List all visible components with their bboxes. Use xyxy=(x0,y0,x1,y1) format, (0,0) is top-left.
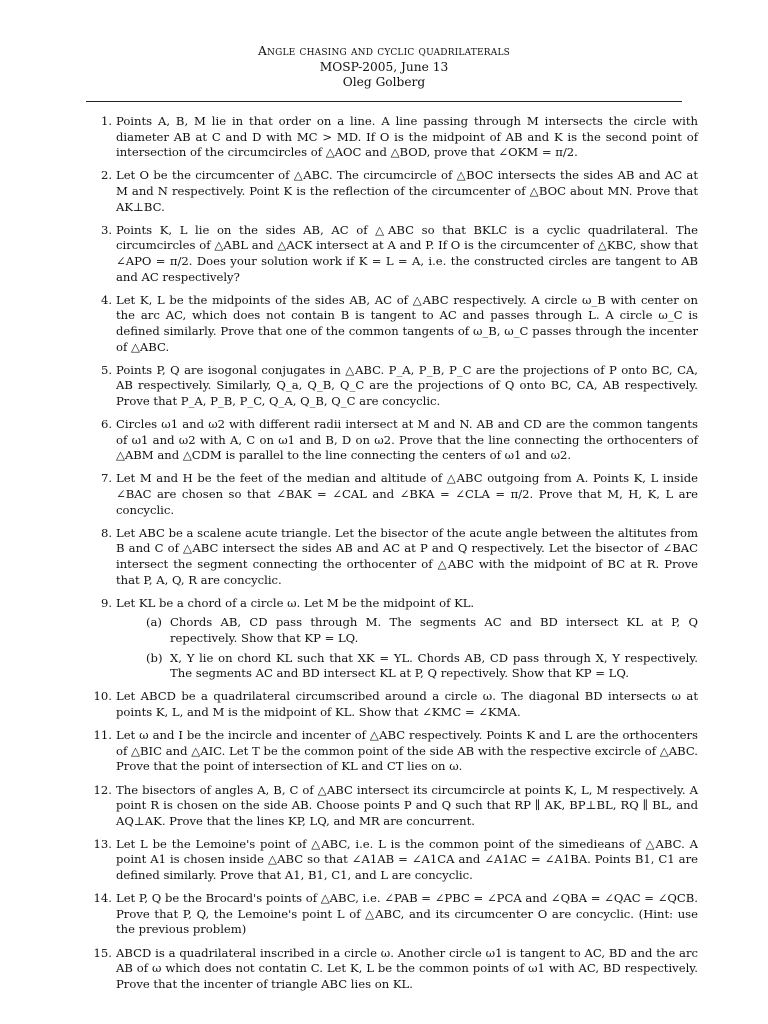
problem-text: Points A, B, M lie in that order on a line. A line passing through M intersects the circle with diameter AB at C and D with MC > MD. If O is the midpoint of AB and K is the second point of intersection of the circumcircles of △AOC and △BOD, prove that ∠OKM = π/2. xyxy=(116,114,698,160)
problem-item xyxy=(86,837,698,884)
problem-part xyxy=(146,615,698,646)
problem-item xyxy=(86,891,698,938)
author-line: Oleg Golberg xyxy=(342,75,426,89)
problem-number: 9. xyxy=(100,595,112,610)
problem-text: ABCD is a quadrilateral inscribed in a circle ω. Another circle ω1 is tangent to AC, BD and the arc AB of ω which does not contatin C. Let K, L be the common points of ω1 with AC, BD respectively. Prove that the incenter of triangle ABC lies on KL. xyxy=(116,945,698,991)
problem-number: 14. xyxy=(93,891,112,906)
problem-number: 10. xyxy=(93,689,112,704)
problem-text: Let O be the circumcenter of △ABC. The circumcircle of △BOC intersects the sides AB and AC at M and N respectively. Point K is the reflection of the circumcenter of △BOC about MN. Prove that AK⊥BC. xyxy=(116,168,698,214)
problem-item xyxy=(86,526,698,588)
problem-text: Let KL be a chord of a circle ω. Let M be the midpoint of KL. xyxy=(116,595,475,610)
problem-text: Circles ω1 and ω2 with different radii intersect at M and N. AB and CD are the common tangents of ω1 and ω2 with A, C on ω1 and B, D on ω2. Prove that the line connecting the orthocenters of △ABM and △CDM is parallel to the line connecting the centers of ω1 and ω2. xyxy=(116,417,698,463)
problem-item xyxy=(86,783,698,830)
problem-text: Let ABC be a scalene acute triangle. Let the bisector of the acute angle between the altitutes from B and C of △ABC intersect the sides AB and AC at P and Q respectively. Let the bisector of ∠BAC intersect the segment connecting the orthocenter of △ABC with the midpoint of BC at R. Prove that P, A, Q, R are concyclic. xyxy=(116,525,698,587)
part-label: (a) xyxy=(146,615,162,630)
problem-number: 11. xyxy=(93,728,112,743)
problem-body xyxy=(116,596,698,682)
part-label: (b) xyxy=(146,650,163,665)
problem-item xyxy=(86,417,698,464)
problem-number: 7. xyxy=(100,471,112,486)
document-title: Angle chasing and cyclic quadrilaterals xyxy=(258,44,510,58)
problem-item xyxy=(86,728,698,775)
problem-item xyxy=(86,596,698,682)
problem-item xyxy=(86,114,698,161)
problem-item xyxy=(86,471,698,518)
problem-number: 3. xyxy=(100,222,112,237)
problem-number: 2. xyxy=(100,168,112,183)
problem-item xyxy=(86,946,698,993)
problem-text: Points K, L lie on the sides AB, AC of △ABC so that BKLC is a cyclic quadrilateral. The circumcircles of △ABL and △ACK intersect at A and P. If O is the circumcenter of △KBC, show that ∠APO = π/2. Does your solution work if K = L = A, i.e. the constructed circles are tangent to AB and AC respectively? xyxy=(116,222,698,284)
problem-number: 1. xyxy=(100,114,112,128)
problem-part xyxy=(146,651,698,682)
document-header xyxy=(86,44,682,91)
problem-number: 15. xyxy=(93,945,112,960)
problem-number: 13. xyxy=(93,836,112,851)
part-text: X, Y lie on chord KL such that XK = YL. Chords AB, CD pass through X, Y respectively. The segments AC and BD intersect KL at P, Q repectively. Show that KP = LQ. xyxy=(170,650,698,681)
problem-text: Let ω and I be the incircle and incenter of △ABC respectively. Points K and L are the orthocenters of △BIC and △AIC. Let T be the common point of the side AB with the respective excircle of △ABC. Prove that the point of intersection of KL and CT lies on ω. xyxy=(116,728,698,774)
problem-item xyxy=(86,363,698,410)
problem-number: 5. xyxy=(100,362,112,377)
event-line: MOSP-2005, June 13 xyxy=(319,59,449,74)
problem-text: Points P, Q are isogonal conjugates in △ABC. P_A, P_B, P_C are the projections of P onto BC, CA, AB respectively. Similarly, Q_a, Q_B, Q_C are the projections of Q onto BC, CA, AB respectively. Prove that P_A, P_B, P_C, Q_A, Q_B, Q_C are concyclic. xyxy=(116,362,698,408)
problem-text: Let M and H be the feet of the median and altitude of △ABC outgoing from A. Points K, L inside ∠BAC are chosen so that ∠BAK = ∠CAL and ∠BKA = ∠CLA = π/2. Prove that M, H, K, L are concyclic. xyxy=(116,471,698,517)
problem-list xyxy=(86,114,698,1000)
problem-item xyxy=(86,168,698,215)
problem-text: The bisectors of angles A, B, C of △ABC intersect its circumcircle at points K, L, M respectively. A point R is chosen on the side AB. Choose points P and Q such that RP ∥ AK, BP⊥BL, RQ ∥ BL, and AQ⊥AK. Prove that the lines KP, LQ, and MR are concurrent. xyxy=(116,782,698,828)
problem-number: 6. xyxy=(100,417,112,432)
problem-item xyxy=(86,689,698,720)
problem-text: Let P, Q be the Brocard's points of △ABC, i.e. ∠PAB = ∠PBC = ∠PCA and ∠QBA = ∠QAC = ∠QCB. Prove that P, Q, the Lemoine's point L of △ABC, and its circumcenter O are concyclic. (Hint: use the previous problem) xyxy=(116,891,698,937)
header-divider xyxy=(86,101,682,102)
problem-number: 12. xyxy=(93,782,112,797)
problem-item xyxy=(86,293,698,355)
problem-item xyxy=(86,223,698,285)
problem-number: 4. xyxy=(100,292,112,307)
part-text: Chords AB, CD pass through M. The segments AC and BD intersect KL at P, Q repectively. Show that KP = LQ. xyxy=(170,615,698,645)
problem-text: Let ABCD be a quadrilateral circumscribed around a circle ω. The diagonal BD intersects ω at points K, L, and M is the midpoint of KL. Show that ∠KMC = ∠KMA. xyxy=(116,689,698,719)
problem-text: Let K, L be the midpoints of the sides AB, AC of △ABC respectively. A circle ω_B with center on the arc AC, which does not contain B is tangent to AC and passes through L. A circle ω_C is defined similarly. Prove that one of the common tangents of ω_B, ω_C passes through the incenter of △ABC. xyxy=(116,292,698,354)
problem-number: 8. xyxy=(100,525,112,540)
problem-text: Let L be the Lemoine's point of △ABC, i.e. L is the common point of the simedieans of △ABC. A point A1 is chosen inside △ABC so that ∠A1AB = ∠A1CA and ∠A1AC = ∠A1BA. Points B1, C1 are defined similarly. Prove that A1, B1, C1, and L are concyclic. xyxy=(116,836,698,883)
